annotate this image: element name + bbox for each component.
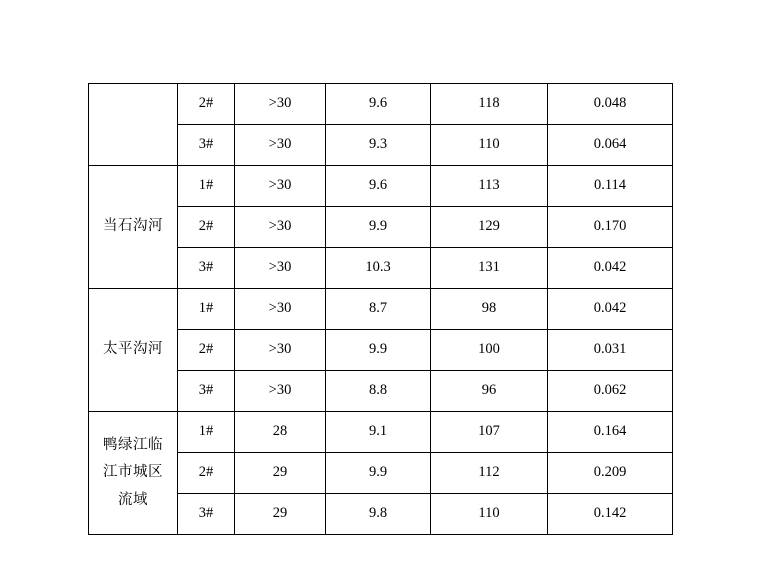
table-row — [89, 84, 673, 125]
value4-cell: 0.042 — [548, 289, 673, 330]
value1-cell: 28 — [235, 412, 326, 453]
value2-cell: 9.9 — [326, 207, 431, 248]
table-row — [89, 166, 673, 207]
value1-cell: >30 — [235, 330, 326, 371]
value3-cell: 112 — [431, 453, 548, 494]
value4-cell: 0.164 — [548, 412, 673, 453]
value1-cell: >30 — [235, 371, 326, 412]
value1-cell: >30 — [235, 207, 326, 248]
table-container — [88, 83, 666, 535]
value4-cell: 0.042 — [548, 248, 673, 289]
table-row — [89, 289, 673, 330]
value2-cell: 9.8 — [326, 494, 431, 535]
value1-cell: >30 — [235, 289, 326, 330]
region-line-2: 江市城区 — [103, 464, 163, 481]
table-row — [89, 412, 673, 453]
value4-cell: 0.062 — [548, 371, 673, 412]
value3-cell: 129 — [431, 207, 548, 248]
value3-cell: 113 — [431, 166, 548, 207]
point-cell: 2# — [178, 330, 235, 371]
region-cell-empty — [89, 84, 178, 166]
value3-cell: 131 — [431, 248, 548, 289]
value1-cell: >30 — [235, 248, 326, 289]
value2-cell: 8.8 — [326, 371, 431, 412]
value2-cell: 9.9 — [326, 330, 431, 371]
measurement-table — [88, 83, 673, 535]
value4-cell: 0.048 — [548, 84, 673, 125]
value1-cell: >30 — [235, 166, 326, 207]
point-cell: 3# — [178, 494, 235, 535]
region-line-1: 鸭绿江临 — [103, 436, 163, 453]
value2-cell: 10.3 — [326, 248, 431, 289]
value3-cell: 98 — [431, 289, 548, 330]
value4-cell: 0.064 — [548, 125, 673, 166]
point-cell: 3# — [178, 248, 235, 289]
region-multiline — [89, 432, 177, 515]
value3-cell: 110 — [431, 494, 548, 535]
value2-cell: 9.6 — [326, 84, 431, 125]
value1-cell: >30 — [235, 125, 326, 166]
region-cell — [89, 412, 178, 535]
value3-cell: 107 — [431, 412, 548, 453]
value3-cell: 96 — [431, 371, 548, 412]
point-cell: 1# — [178, 166, 235, 207]
value2-cell: 9.1 — [326, 412, 431, 453]
value1-cell: >30 — [235, 84, 326, 125]
value2-cell: 9.3 — [326, 125, 431, 166]
value3-cell: 100 — [431, 330, 548, 371]
point-cell: 2# — [178, 207, 235, 248]
value1-cell: 29 — [235, 453, 326, 494]
value4-cell: 0.170 — [548, 207, 673, 248]
point-cell: 2# — [178, 84, 235, 125]
value2-cell: 9.9 — [326, 453, 431, 494]
region-cell: 当石沟河 — [89, 166, 178, 289]
value2-cell: 9.6 — [326, 166, 431, 207]
point-cell: 3# — [178, 371, 235, 412]
point-cell: 1# — [178, 289, 235, 330]
region-line-3: 流域 — [118, 491, 148, 508]
value4-cell: 0.031 — [548, 330, 673, 371]
region-cell: 太平沟河 — [89, 289, 178, 412]
value4-cell: 0.209 — [548, 453, 673, 494]
value4-cell: 0.142 — [548, 494, 673, 535]
value3-cell: 110 — [431, 125, 548, 166]
value4-cell: 0.114 — [548, 166, 673, 207]
point-cell: 3# — [178, 125, 235, 166]
point-cell: 1# — [178, 412, 235, 453]
value1-cell: 29 — [235, 494, 326, 535]
value2-cell: 8.7 — [326, 289, 431, 330]
point-cell: 2# — [178, 453, 235, 494]
value3-cell: 118 — [431, 84, 548, 125]
